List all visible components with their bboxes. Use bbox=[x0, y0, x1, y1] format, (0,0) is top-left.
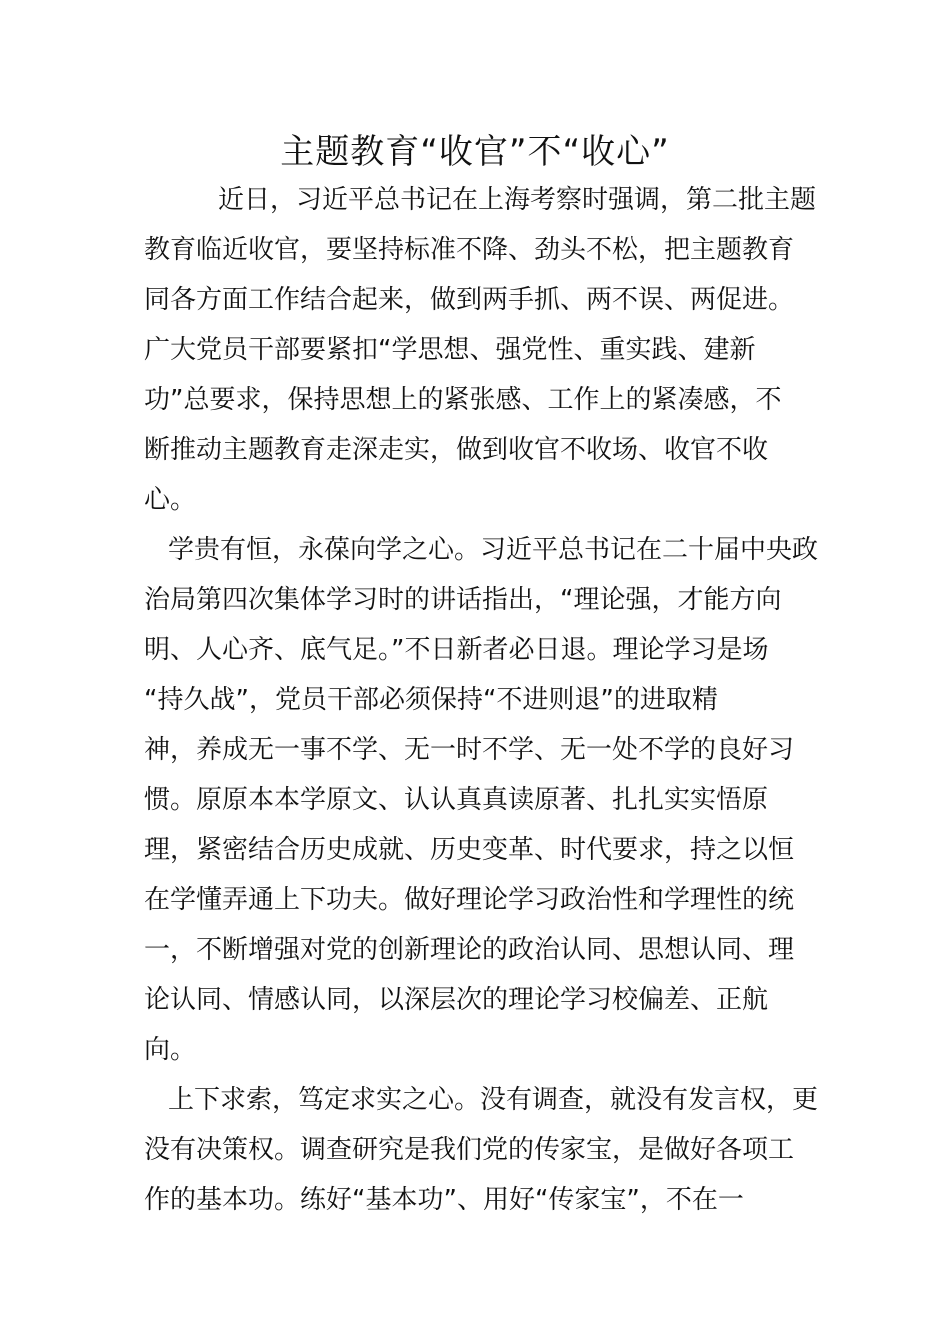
body-line: 近日，习近平总书记在上海考察时强调，第二批主题 bbox=[218, 185, 817, 215]
body-line: 在学懂弄通上下功夫。做好理论学习政治性和学理性的统 bbox=[144, 885, 795, 915]
body-line: 教育临近收官，要坚持标准不降、劲头不松，把主题教育 bbox=[144, 235, 795, 265]
body-line: 心。 bbox=[144, 485, 197, 515]
page-title: 主题教育“收官”不“收心” bbox=[280, 132, 670, 172]
body-line: 上下求索，笃定求实之心。没有调查，就没有发言权，更 bbox=[168, 1085, 819, 1115]
body-line: 没有决策权。调查研究是我们党的传家宝，是做好各项工 bbox=[144, 1135, 795, 1165]
body-line: 论认同、情感认同，以深层次的理论学习校偏差、正航 bbox=[144, 985, 769, 1015]
body-line: “持久战”，党员干部必须保持“不进则退”的进取精 bbox=[144, 685, 718, 715]
body-line: 神，养成无一事不学、无一时不学、无一处不学的良好习 bbox=[144, 735, 795, 765]
body-line: 惯。原原本本学原文、认认真真读原著、扎扎实实悟原 bbox=[144, 785, 769, 815]
body-line: 同各方面工作结合起来，做到两手抓、两不误、两促进。 bbox=[144, 285, 795, 315]
body-line: 断推动主题教育走深走实，做到收官不收场、收官不收 bbox=[144, 435, 769, 465]
body-line: 广大党员干部要紧扣“学思想、强党性、重实践、建新 bbox=[144, 335, 756, 365]
body-line: 作的基本功。练好“基本功”、用好“传家宝”，不在一 bbox=[144, 1185, 744, 1215]
body-line: 向。 bbox=[144, 1035, 197, 1065]
body-line: 理，紧密结合历史成就、历史变革、时代要求，持之以恒 bbox=[144, 835, 795, 865]
body-line: 学贵有恒，永葆向学之心。习近平总书记在二十届中央政 bbox=[168, 535, 819, 565]
body-line: 明、人心齐、底气足。”不日新者必日退。理论学习是场 bbox=[144, 635, 769, 665]
body-line: 一，不断增强对党的创新理论的政治认同、思想认同、理 bbox=[144, 935, 795, 965]
body-line: 治局第四次集体学习时的讲话指出，“理论强，才能方向 bbox=[144, 585, 782, 615]
body-line: 功”总要求，保持思想上的紧张感、工作上的紧凑感，不 bbox=[144, 385, 782, 415]
